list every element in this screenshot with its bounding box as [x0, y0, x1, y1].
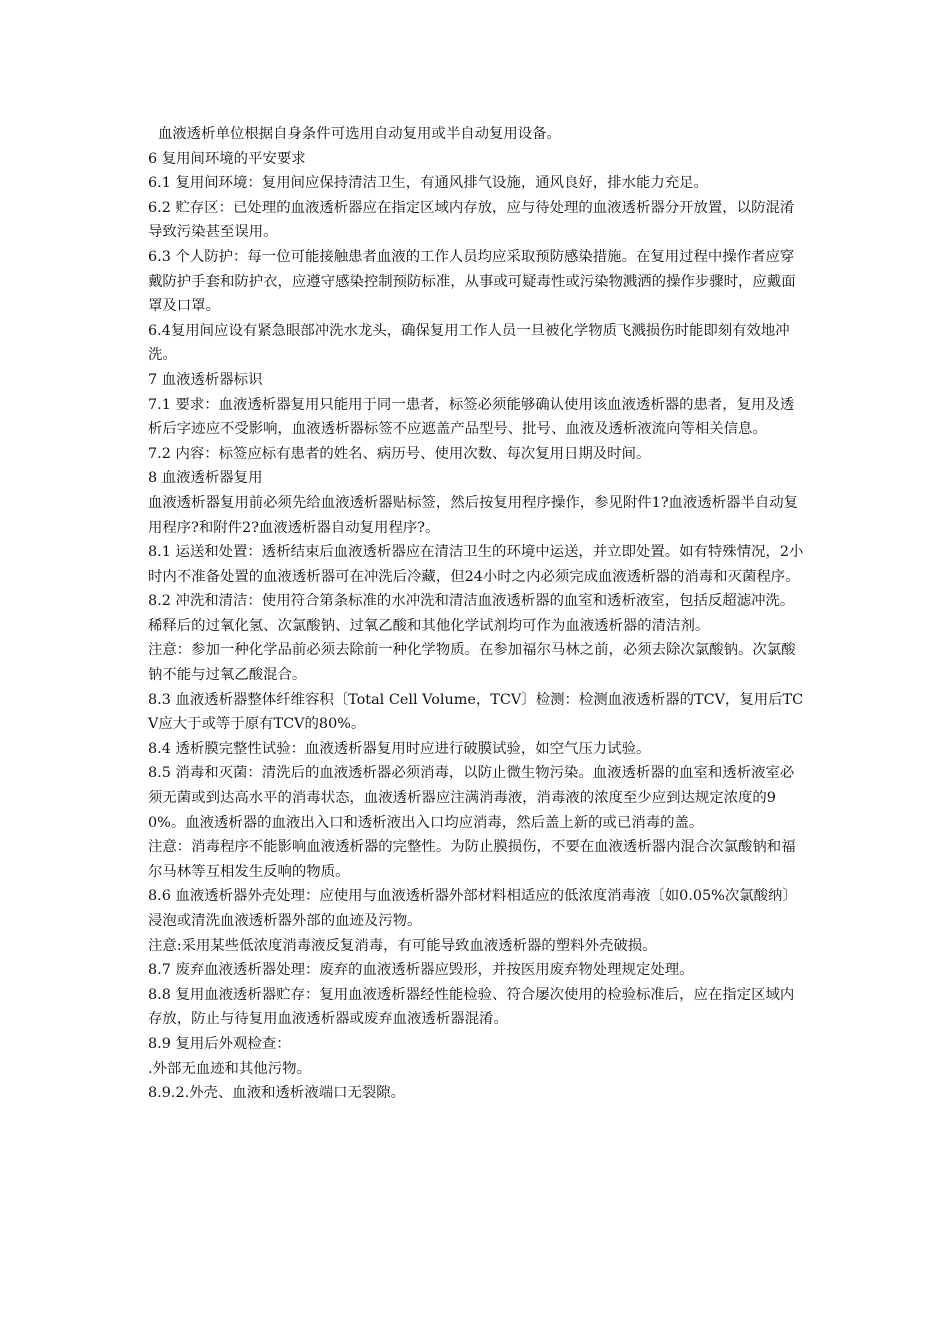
- paragraph-8-7: 8.7 废弃血液透析器处理：废弃的血液透析器应毁形，并按医用废弃物处理规定处理。: [148, 962, 694, 979]
- paragraph-7-1: 7.1 要求：血液透析器复用只能用于同一患者，标签必须能够确认使用该血液透析器的患者，复用及透析后字迹应不受影响，血液透析器标签不应遮盖产品型号、批号、血液及透析液流向等相关信息。: [148, 396, 795, 438]
- paragraph-8-9-2: 8.9.2.外壳、血液和透析液端口无裂隙。: [148, 1085, 406, 1102]
- section-heading-7: 7 血液透析器标识: [148, 371, 263, 388]
- paragraph-6-3: 6.3 个人防护：每一位可能接触患者血液的工作人员均应采取预防感染措施。在复用过程中操作者应穿戴防护手套和防护衣，应遵守感染控制预防标准，从事或可疑毒性或污染物溅洒的操作步骤时，应戴面罩及口罩。: [148, 248, 796, 315]
- paragraph-7-2: 7.2 内容：标签应标有患者的姓名、病历号、使用次数、每次复用日期及时间。: [148, 445, 651, 462]
- paragraph-6-2: 6.2 贮存区：已处理的血液透析器应在指定区域内存放，应与待处理的血液透析器分开放置，以防混淆导致污染甚至误用。: [148, 199, 795, 241]
- paragraph-note-1: 注意：参加一种化学品前必须去除前一种化学物质。在参加福尔马林之前，必须去除次氯酸钠。次氯酸钠不能与过氧乙酸混合。: [148, 642, 796, 684]
- section-heading-8: 8 血液透析器复用: [148, 470, 263, 487]
- paragraph-8-4: 8.4 透析膜完整性试验：血液透析器复用时应进行破膜试验，如空气压力试验。: [148, 740, 651, 757]
- paragraph-8-intro: 血液透析器复用前必须先给血液透析器贴标签，然后按复用程序操作，参见附件1?血液透析器半自动复用程序?和附件2?血液透析器自动复用程序?。: [148, 494, 799, 536]
- paragraph-8-1: 8.1 运送和处置：透析结束后血液透析器应在清洁卫生的环境中运送，并立即处置。如有特殊情况，2小时内不准备处置的血液透析器可在冲洗后冷藏，但24小时之内必须完成血液透析器的消毒和灭菌程序。: [148, 544, 804, 585]
- paragraph-8-9-1: .外部无血迹和其他污物。: [148, 1060, 311, 1077]
- paragraph-8-9: 8.9 复用后外观检查：: [148, 1035, 291, 1052]
- paragraph-6-1: 6.1 复用间环境：复用间应保持清洁卫生，有通风排气设施，通风良好，排水能力充足。: [148, 175, 708, 192]
- paragraph-intro: 血液透析单位根据自身条件可选用自动复用或半自动复用设备。: [158, 126, 561, 142]
- section-heading-6: 6 复用间环境的平安要求: [148, 150, 306, 167]
- paragraph-8-5: 8.5 消毒和灭菌：清洗后的血液透析器必须消毒，以防止微生物污染。血液透析器的血室和透析液室必须无菌或到达高水平的消毒状态，血液透析器应注满消毒液，消毒液的浓度至少应到达规定浓度的90%。血液透析器的血液出入口和透析液出入口均应消毒，然后盖上新的或已消毒的盖。: [148, 765, 795, 831]
- paragraph-6-4: 6.4复用间应设有紧急眼部冲洗水龙头，确保复用工作人员一旦被化学物质飞溅损伤时能即刻有效地冲洗。: [148, 322, 790, 364]
- paragraph-note-3: 注意:采用某些低浓度消毒液反复消毒，有可能导致血液透析器的塑料外壳破损。: [148, 937, 657, 954]
- paragraph-8-6: 8.6 血液透析器外壳处理：应使用与血液透析器外部材料相适应的低浓度消毒液〔如0.05%次氯酸纳〕浸泡或清洗血液透析器外部的血迹及污物。: [148, 888, 797, 929]
- paragraph-8-8: 8.8 复用血液透析器贮存：复用血液透析器经性能检验、符合屡次使用的检验标准后，应在指定区域内存放，防止与待复用血液透析器或废弃血液透析器混淆。: [148, 986, 795, 1028]
- paragraph-note-2: 注意：消毒程序不能影响血液透析器的完整性。为防止膜损伤，不要在血液透析器内混合次氯酸钠和福尔马林等互相发生反响的物质。: [148, 839, 796, 880]
- paragraph-8-3: 8.3 血液透析器整体纤维容积〔Total Cell Volume，TCV〕检测：检测血液透析器的TCV，复用后TCV应大于或等于原有TCV的80%。: [148, 691, 804, 733]
- paragraph-8-2: 8.2 冲洗和清洁：使用符合第条标准的水冲洗和清洁血液透析器的血室和透析液室，包括反超滤冲洗。稀释后的过氧化氢、次氯酸钠、过氧乙酸和其他化学试剂均可作为血液透析器的清洁剂。: [148, 593, 795, 634]
- document-page: [148, 122, 808, 1106]
